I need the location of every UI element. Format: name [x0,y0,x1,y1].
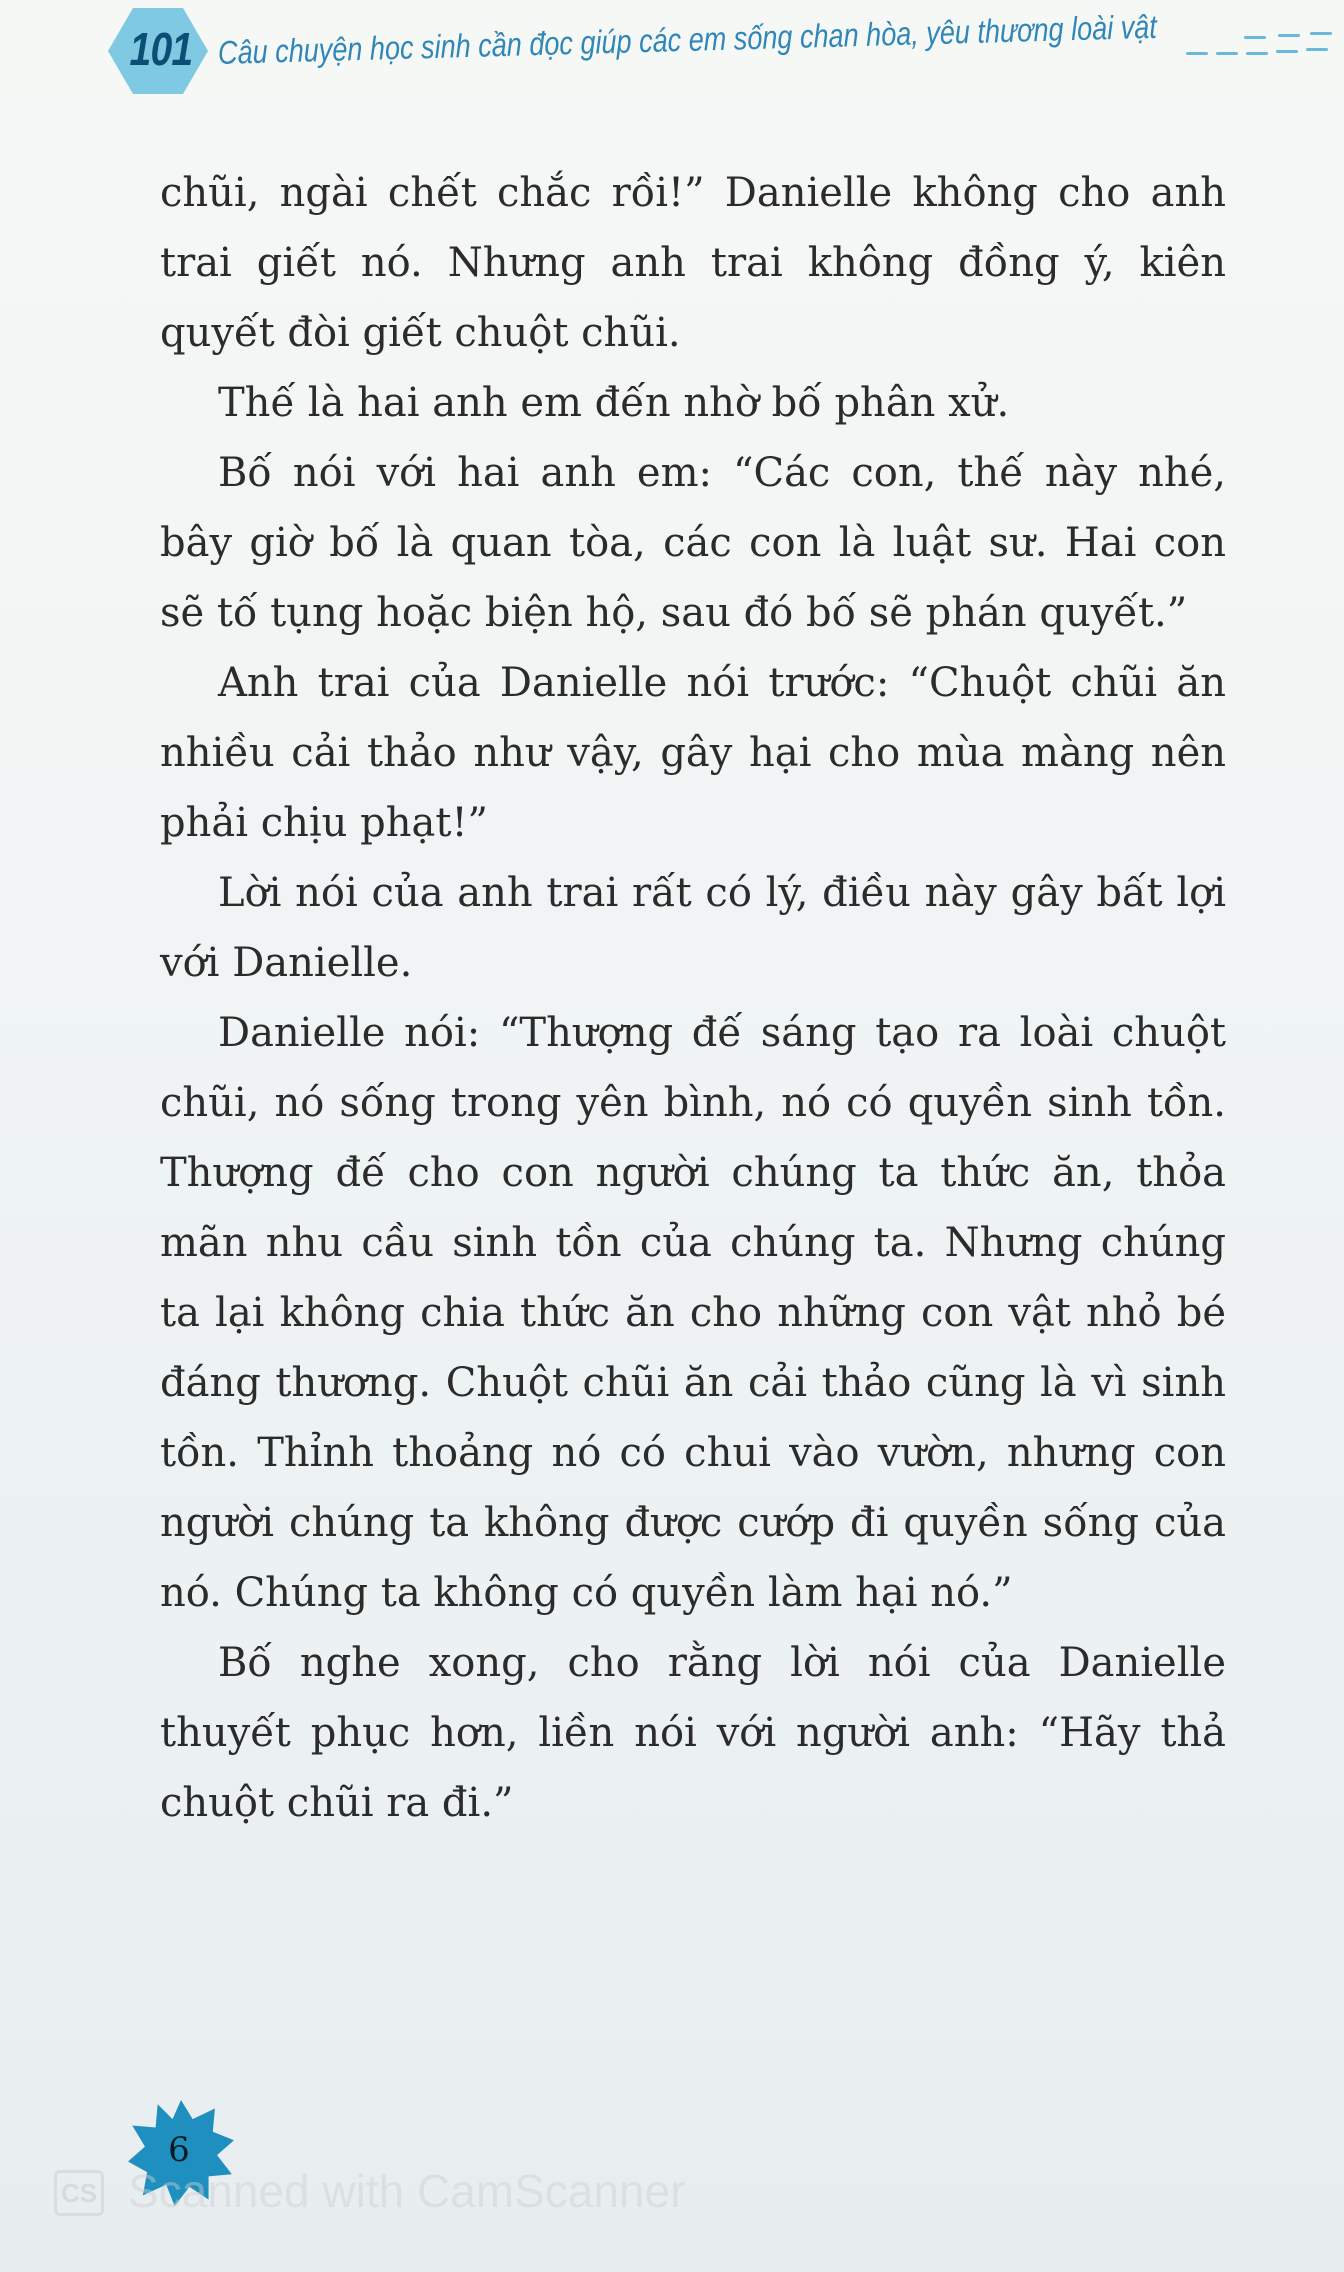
story-body [160,158,1226,1838]
watermark-text: Scanned with CamScanner [128,2165,686,2217]
page-header [0,0,1344,120]
paragraph: Bố nghe xong, cho rằng lời nói của Danielle thuyết phục hơn, liền nói với người anh: “Hãy thả chuột chũi ra đi.” [160,1640,1226,1826]
paragraph: Thế là hai anh em đến nhờ bố phân xử. [218,380,1010,426]
page-number: 6 [168,2130,190,2170]
paragraph: Lời nói của anh trai rất có lý, điều này gây bất lợi với Danielle. [160,870,1226,986]
paragraph: Danielle nói: “Thượng đế sáng tạo ra loài chuột chũi, nó sống trong yên bình, nó có quyền sinh tồn. Thượng đế cho con người chúng ta thức ăn, thỏa mãn nhu cầu sinh tồn của chúng ta. Nhưng chúng ta lại không chia thức ăn cho những con vật nhỏ bé đáng thương. Chuột chũi ăn cải thảo cũng là vì sinh tồn. Thỉnh thoảng nó có chui vào vườn, nhưng con người chúng ta không được cướp đi quyền sống của nó. Chúng ta không có quyền làm hại nó.” [160,1010,1226,1616]
series-title: Câu chuyện học sinh cần đọc giúp các em sống chan hòa, yêu thương loài vật [217,7,1158,71]
camscanner-logo-icon: CS [54,2170,104,2216]
series-number: 101 [129,23,193,75]
paragraph: Anh trai của Danielle nói trước: “Chuột chũi ăn nhiều cải thảo như vậy, gây hại cho mùa màng nên phải chịu phạt!” [160,660,1226,846]
paragraph: Bố nói với hai anh em: “Các con, thế này nhé, bây giờ bố là quan tòa, các con là luật sư. Hai con sẽ tố tụng hoặc biện hộ, sau đó bố sẽ phán quyết.” [160,450,1226,636]
decorative-dashes [1186,30,1336,70]
paragraph: chũi, ngài chết chắc rồi!” Danielle không cho anh trai giết nó. Nhưng anh trai không đồng ý, kiên quyết đòi giết chuột chũi. [160,170,1226,356]
